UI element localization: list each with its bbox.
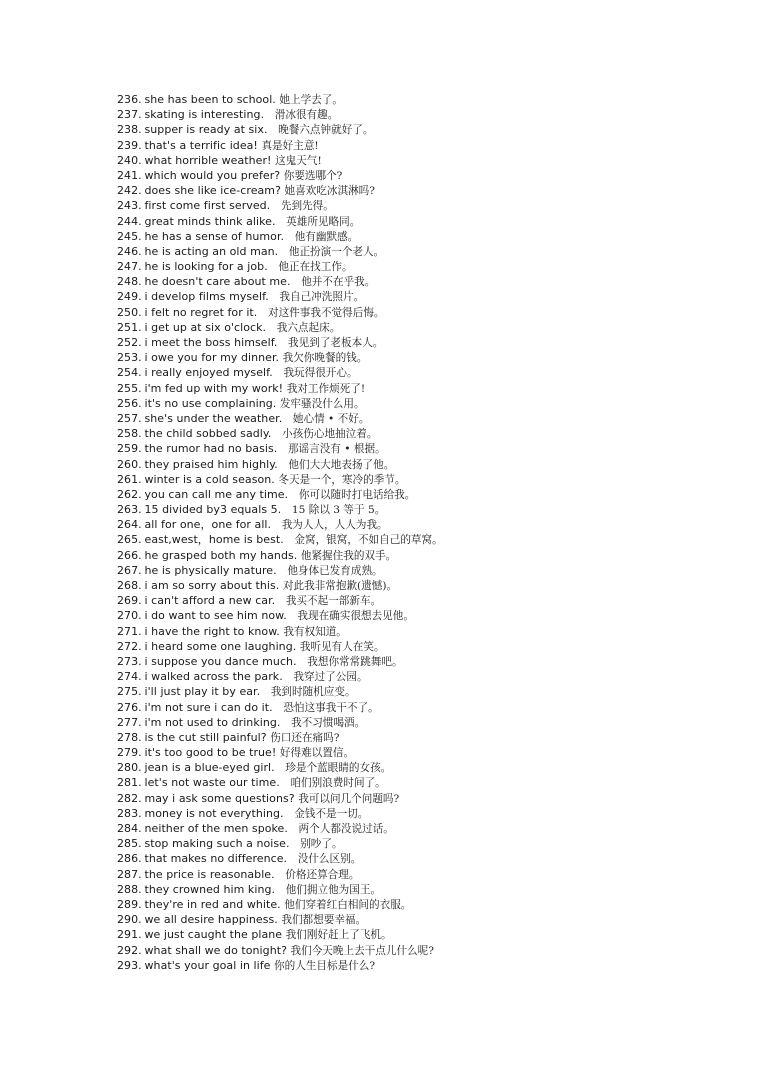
phrase-line (117, 381, 737, 396)
phrase-line (117, 700, 737, 715)
phrase-number: 239. (117, 138, 142, 152)
phrase-gap (271, 518, 282, 531)
phrase-line (117, 882, 737, 897)
phrase-number: 246. (117, 244, 142, 258)
chinese-translation: 他们穿着红白相间的衣服。 (284, 898, 412, 911)
phrase-line (117, 745, 737, 760)
phrase-gap (273, 701, 284, 714)
phrase-number: 292. (117, 943, 142, 957)
phrase-gap (297, 655, 308, 668)
english-phrase: is the cut still painful? (144, 730, 267, 744)
phrase-line (117, 122, 737, 137)
chinese-translation: 小孩伤心地抽泣着。 (282, 428, 378, 441)
phrase-line (117, 457, 737, 472)
phrase-number: 262. (117, 487, 142, 501)
chinese-translation: 她上学去了。 (279, 94, 343, 106)
english-phrase: what horrible weather! (144, 153, 272, 167)
english-phrase: she has been to school. (144, 93, 276, 106)
chinese-translation: 价格还算合理。 (285, 868, 360, 881)
phrase-line (117, 517, 737, 532)
chinese-translation: 对这件事我不觉得后悔。 (267, 306, 385, 319)
phrase-gap (277, 442, 288, 455)
phrase-line (117, 259, 737, 274)
phrase-gap (270, 199, 281, 212)
phrase-line (117, 548, 737, 563)
phrase-number: 273. (117, 654, 142, 668)
english-phrase: let's not waste our time. (144, 776, 280, 790)
phrase-number: 277. (117, 715, 142, 729)
phrase-number: 293. (117, 958, 142, 972)
phrase-line (117, 153, 737, 168)
phrase-gap (275, 761, 286, 774)
chinese-translation: 我可以问几个问题吗? (298, 792, 400, 805)
english-phrase: we just caught the plane (144, 928, 283, 942)
english-phrase: i owe you for my dinner. (144, 351, 280, 365)
chinese-translation: 我想你常常跳舞吧。 (307, 655, 403, 668)
chinese-translation: 我为人人，人人为我。 (281, 519, 388, 532)
english-phrase: winter is a cold season. (144, 472, 275, 486)
chinese-translation: 他有幽默感。 (294, 230, 359, 243)
english-phrase: may i ask some questions? (144, 791, 295, 805)
phrase-line (117, 821, 737, 836)
chinese-translation: 我欠你晚餐的钱。 (282, 352, 368, 365)
phrase-line (117, 214, 737, 229)
phrase-number: 271. (117, 624, 142, 638)
phrase-number: 254. (117, 366, 142, 380)
phrase-line (117, 107, 737, 122)
phrase-line (117, 92, 737, 107)
chinese-translation: 我玩得很开心。 (283, 367, 358, 380)
phrase-number: 267. (117, 563, 142, 577)
phrase-number: 253. (117, 351, 142, 365)
phrase-gap (271, 427, 282, 440)
chinese-translation: 我听见有人在笑。 (299, 640, 385, 653)
phrase-number: 280. (117, 761, 142, 775)
english-phrase: he doesn't care about me. (144, 275, 291, 289)
chinese-translation: 我穿过了公园。 (293, 671, 368, 684)
phrase-line (117, 229, 737, 244)
phrase-number: 279. (117, 746, 142, 760)
english-phrase: jean is a blue-eyed girl. (144, 761, 275, 775)
phrase-gap (288, 488, 299, 501)
chinese-translation: 英雄所见略同。 (286, 215, 361, 228)
phrase-line (117, 563, 737, 578)
chinese-translation: 我自己冲洗照片。 (279, 291, 365, 304)
chinese-translation: 滑冰很有趣。 (274, 109, 339, 122)
chinese-translation: 恐怕这事我干不了。 (283, 701, 379, 714)
phrase-gap (275, 883, 286, 896)
phrase-line (117, 396, 737, 411)
chinese-translation: 我对工作烦死了! (286, 382, 366, 395)
phrase-gap (291, 275, 302, 288)
phrase-gap (280, 716, 291, 729)
phrase-number: 238. (117, 123, 142, 137)
phrase-line (117, 365, 737, 380)
english-phrase: i'll just play it by ear. (144, 685, 261, 699)
english-phrase: i'm not sure i can do it. (144, 700, 273, 714)
phrase-number: 248. (117, 275, 142, 289)
phrase-number: 278. (117, 730, 142, 744)
chinese-translation: 晚餐六点钟就好了。 (278, 124, 374, 137)
chinese-translation: 先到先得。 (280, 200, 334, 213)
chinese-translation: 这鬼天气! (275, 154, 322, 167)
phrase-number: 272. (117, 639, 142, 653)
chinese-translation: 她心情 • 不好。 (292, 412, 370, 425)
chinese-translation: 他身体已发育成熟。 (287, 564, 383, 577)
phrase-line (117, 654, 737, 669)
phrase-line (117, 472, 737, 487)
phrase-gap (269, 290, 280, 303)
chinese-translation: 别吵了。 (300, 838, 343, 851)
chinese-translation: 我不习惯喝酒。 (291, 716, 366, 729)
phrase-gap (278, 245, 289, 258)
phrase-number: 269. (117, 594, 142, 608)
phrase-line (117, 350, 737, 365)
phrase-gap (257, 306, 268, 319)
chinese-translation: 冬天是一个，寒冷的季节。 (278, 473, 406, 486)
english-phrase: she's under the weather. (144, 411, 283, 425)
english-phrase: i have the right to know. (144, 624, 280, 638)
phrase-number: 260. (117, 457, 142, 471)
chinese-translation: 你要选哪个? (283, 169, 343, 182)
phrase-number: 265. (117, 533, 142, 547)
phrase-line (117, 411, 737, 426)
phrase-number: 263. (117, 503, 142, 517)
english-phrase: money is not everything. (144, 806, 284, 820)
phrase-number: 266. (117, 548, 142, 562)
phrase-number: 283. (117, 806, 142, 820)
phrase-gap (275, 868, 286, 881)
phrase-line (117, 897, 737, 912)
phrase-line (117, 715, 737, 730)
chinese-translation: 你可以随时打电话给我。 (298, 488, 416, 501)
phrase-number: 282. (117, 791, 142, 805)
chinese-translation: 我买不起一部新车。 (285, 595, 382, 608)
phrase-number: 270. (117, 609, 142, 623)
chinese-translation: 伤口还在痛吗? (270, 731, 340, 744)
phrase-gap (284, 533, 295, 546)
english-phrase: skating is interesting. (144, 108, 265, 122)
phrase-line (117, 760, 737, 775)
phrase-number: 284. (117, 822, 142, 835)
phrase-line (117, 867, 737, 882)
chinese-translation: 对此我非常抱歉(遗憾)。 (282, 580, 398, 592)
phrase-gap (273, 366, 284, 379)
phrase-line (117, 593, 737, 608)
phrase-line (117, 244, 737, 259)
chinese-translation: 我们都想要幸福。 (281, 914, 367, 927)
chinese-translation: 他们大大地表扬了他。 (288, 458, 395, 471)
phrase-line (117, 836, 737, 851)
english-phrase: 15 divided by3 equals 5. (144, 503, 282, 517)
phrase-line (117, 426, 737, 441)
phrase-gap (277, 336, 288, 349)
phrase-number: 259. (117, 442, 142, 456)
phrase-number: 264. (117, 518, 142, 532)
english-phrase: supper is ready at six. (144, 123, 268, 137)
english-phrase: i'm fed up with my work! (144, 381, 284, 395)
phrase-gap (276, 215, 287, 228)
phrase-number: 261. (117, 472, 142, 486)
phrase-number: 268. (117, 579, 142, 592)
phrase-line (117, 608, 737, 623)
phrase-line (117, 958, 737, 973)
phrase-list (117, 92, 737, 973)
chinese-translation: 他并不在乎我。 (301, 276, 376, 289)
phrase-number: 245. (117, 229, 142, 243)
phrase-gap (282, 412, 293, 425)
phrase-line (117, 274, 737, 289)
chinese-translation: 他正扮演一个老人。 (288, 245, 385, 258)
phrase-gap (284, 807, 295, 820)
phrase-gap (278, 458, 289, 471)
phrase-gap (284, 230, 295, 243)
chinese-translation: 真是好主意! (261, 139, 319, 152)
english-phrase: i heard some one laughing. (144, 639, 297, 653)
chinese-translation: 我们今天晚上去干点儿什么呢? (290, 944, 434, 957)
phrase-line (117, 730, 737, 745)
phrase-number: 242. (117, 184, 142, 198)
phrase-gap (290, 837, 301, 850)
english-phrase: they're in red and white. (144, 897, 281, 911)
chinese-translation: 那谣言没有 • 根据。 (287, 443, 386, 456)
english-phrase: he is looking for a job. (144, 260, 268, 274)
english-phrase: he is physically mature. (144, 563, 277, 577)
phrase-number: 240. (117, 153, 142, 167)
chinese-translation: 珍是个蓝眼睛的女孩。 (285, 762, 392, 775)
phrase-gap (275, 594, 286, 607)
phrase-line (117, 138, 737, 153)
phrase-number: 250. (117, 305, 142, 319)
chinese-translation: 好得难以置信。 (279, 747, 355, 760)
chinese-translation: 我有权知道。 (283, 625, 347, 638)
chinese-translation: 金窝，银窝，不如自己的草窝。 (294, 534, 443, 547)
english-phrase: great minds think alike. (144, 214, 276, 228)
phrase-line (117, 639, 737, 654)
phrase-number: 256. (117, 396, 142, 410)
english-phrase: east,west，home is best. (144, 533, 284, 547)
phrase-number: 257. (117, 411, 142, 425)
chinese-translation: 我六点起床。 (276, 321, 341, 334)
phrase-gap (264, 108, 275, 121)
phrase-line (117, 791, 737, 806)
english-phrase: which would you prefer? (144, 168, 281, 182)
phrase-gap (268, 260, 279, 273)
chinese-translation: 金钱不是一切。 (294, 807, 369, 820)
english-phrase: they praised him highly. (144, 457, 278, 471)
english-phrase: i develop films myself. (144, 290, 269, 304)
phrase-gap (283, 670, 294, 683)
phrase-gap (288, 822, 299, 835)
phrase-gap (281, 503, 292, 516)
phrase-line (117, 335, 737, 350)
phrase-line (117, 684, 737, 699)
phrase-number: 244. (117, 214, 142, 228)
phrase-number: 243. (117, 199, 142, 213)
chinese-translation: 我见到了老板本人。 (288, 337, 384, 349)
phrase-line (117, 502, 737, 517)
english-phrase: i walked across the park. (144, 670, 283, 684)
phrase-gap (266, 321, 277, 334)
english-phrase: he grasped both my hands. (144, 548, 298, 562)
chinese-translation: 他们拥立他为国王。 (285, 883, 382, 896)
english-phrase: that's a terrific idea! (144, 138, 258, 152)
english-phrase: i really enjoyed myself. (144, 366, 273, 380)
chinese-translation: 他正在找工作。 (278, 261, 353, 274)
english-phrase: i suppose you dance much. (144, 654, 297, 668)
phrase-gap (260, 685, 271, 698)
phrase-number: 252. (117, 336, 142, 349)
chinese-translation: 15 除以 3 等于 5。 (291, 504, 386, 517)
phrase-gap (277, 564, 288, 577)
english-phrase: stop making such a noise. (144, 837, 290, 851)
english-phrase: we all desire happiness. (144, 913, 278, 927)
phrase-number: 275. (117, 685, 142, 699)
phrase-line (117, 441, 737, 456)
phrase-number: 291. (117, 928, 142, 942)
phrase-line (117, 912, 737, 927)
english-phrase: you can call me any time. (144, 487, 289, 501)
phrase-number: 288. (117, 882, 142, 896)
chinese-translation: 我们刚好赶上了飞机。 (285, 929, 392, 942)
english-phrase: i'm not used to drinking. (144, 715, 281, 729)
english-phrase: that makes no difference. (144, 852, 288, 866)
english-phrase: all for one，one for all. (144, 518, 272, 532)
phrase-number: 290. (117, 913, 142, 927)
chinese-translation: 她喜欢吃冰淇淋吗? (284, 185, 375, 198)
phrase-number: 255. (117, 381, 142, 395)
phrase-gap (280, 776, 291, 789)
chinese-translation: 我现在确实很想去见他。 (297, 610, 414, 623)
phrase-number: 258. (117, 427, 142, 441)
english-phrase: i am so sorry about this. (144, 579, 280, 592)
phrase-number: 237. (117, 108, 142, 122)
phrase-number: 241. (117, 168, 142, 182)
chinese-translation: 没什么区别。 (297, 853, 362, 866)
phrase-number: 274. (117, 670, 142, 684)
phrase-gap (268, 123, 279, 136)
english-phrase: first come first served. (144, 199, 271, 213)
phrase-gap (287, 852, 298, 865)
phrase-line (117, 183, 737, 198)
phrase-line (117, 624, 737, 639)
english-phrase: i do want to see him now. (144, 609, 287, 623)
phrase-line (117, 806, 737, 821)
english-phrase: the child sobbed sadly. (144, 427, 272, 441)
english-phrase: i meet the boss himself. (144, 336, 278, 349)
english-phrase: he has a sense of humor. (144, 229, 285, 243)
english-phrase: it's no use complaining. (144, 396, 277, 410)
phrase-gap (287, 609, 298, 622)
chinese-translation: 咱们别浪费时间了。 (290, 777, 386, 790)
english-phrase: they crowned him king. (144, 882, 276, 896)
english-phrase: the price is reasonable. (144, 867, 275, 881)
chinese-translation: 你的人生目标是什么? (274, 959, 376, 972)
phrase-line (117, 320, 737, 335)
english-phrase: he is acting an old man. (144, 244, 279, 258)
phrase-number: 236. (117, 93, 142, 106)
phrase-line (117, 578, 737, 593)
chinese-translation: 发牢骚没什么用。 (279, 397, 365, 410)
phrase-line (117, 168, 737, 183)
english-phrase: neither of the men spoke. (144, 822, 288, 835)
english-phrase: what shall we do tonight? (144, 943, 287, 957)
phrase-number: 289. (117, 897, 142, 911)
phrase-line (117, 532, 737, 547)
phrase-number: 281. (117, 776, 142, 790)
phrase-line (117, 305, 737, 320)
phrase-line (117, 775, 737, 790)
phrase-number: 249. (117, 290, 142, 304)
phrase-line (117, 927, 737, 942)
english-phrase: does she like ice-cream? (144, 184, 281, 198)
english-phrase: it's too good to be true! (144, 746, 277, 760)
phrase-number: 285. (117, 837, 142, 851)
english-phrase: i can't afford a new car. (144, 594, 276, 608)
phrase-number: 276. (117, 700, 142, 714)
chinese-translation: 他紧握住我的双手。 (300, 549, 397, 562)
phrase-line (117, 943, 737, 958)
english-phrase: the rumor had no basis. (144, 442, 278, 456)
phrase-line (117, 198, 737, 213)
phrase-number: 247. (117, 260, 142, 274)
chinese-translation: 两个人都没说过话。 (298, 823, 394, 835)
english-phrase: what's your goal in life (144, 958, 271, 972)
phrase-line (117, 851, 737, 866)
phrase-number: 251. (117, 320, 142, 334)
english-phrase: i felt no regret for it. (144, 305, 258, 319)
english-phrase: i get up at six o'clock. (144, 320, 267, 334)
chinese-translation: 我到时随机应变。 (270, 686, 356, 699)
phrase-number: 287. (117, 867, 142, 881)
phrase-line (117, 487, 737, 502)
phrase-line (117, 289, 737, 304)
phrase-line (117, 669, 737, 684)
phrase-number: 286. (117, 852, 142, 866)
